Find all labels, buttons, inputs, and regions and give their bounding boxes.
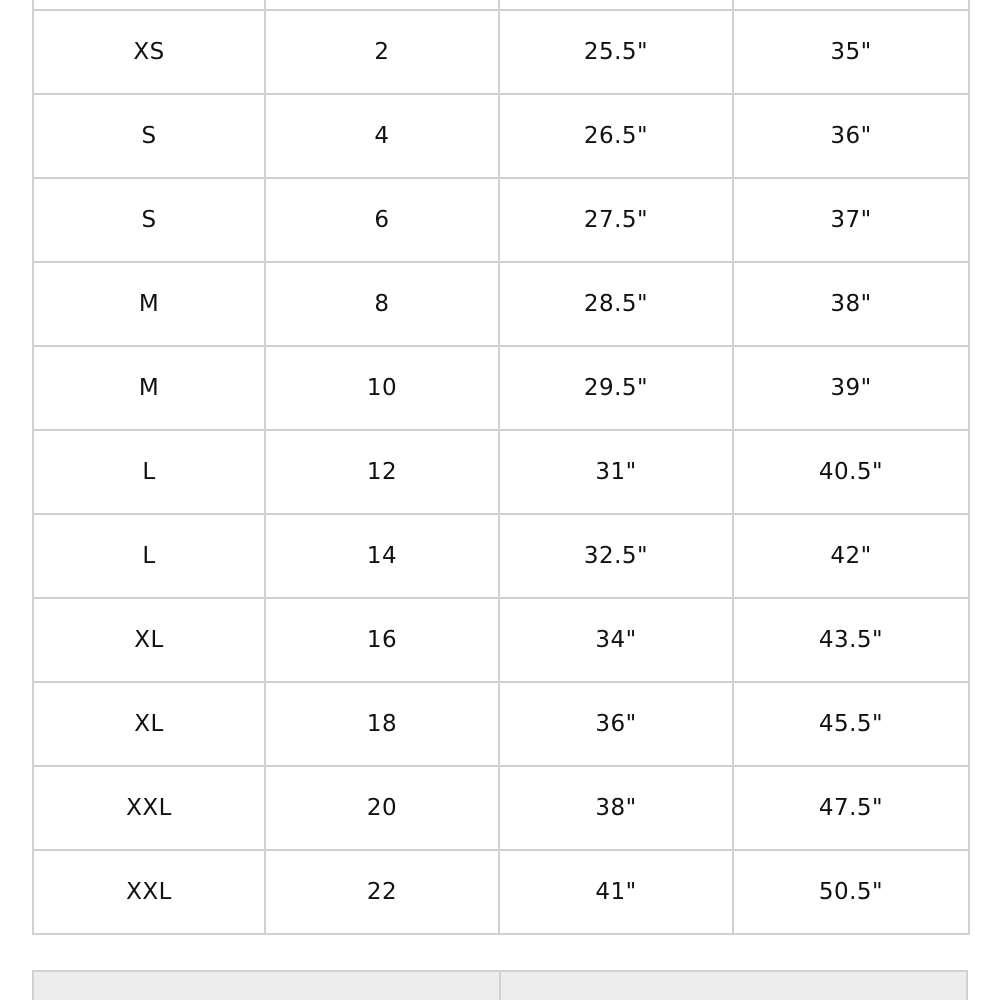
- size-cell: L: [33, 514, 265, 598]
- us-size-cell: 18: [265, 682, 499, 766]
- table-row: [33, 514, 969, 598]
- waist-cell: [499, 0, 733, 10]
- us-size-cell: 2: [265, 10, 499, 94]
- waist-cell: 38": [499, 766, 733, 850]
- us-size-cell: 22: [265, 850, 499, 934]
- size-cell: [33, 0, 265, 10]
- header-cell: [500, 971, 967, 1000]
- size-cell: XL: [33, 598, 265, 682]
- us-size-cell: 8: [265, 262, 499, 346]
- table-row: [33, 682, 969, 766]
- us-size-cell: 20: [265, 766, 499, 850]
- table-row: [33, 766, 969, 850]
- size-cell: S: [33, 178, 265, 262]
- table-row: [33, 430, 969, 514]
- hip-cell: 38": [733, 262, 969, 346]
- hip-cell: 45.5": [733, 682, 969, 766]
- table-row: [33, 262, 969, 346]
- size-cell: M: [33, 262, 265, 346]
- us-size-cell: 14: [265, 514, 499, 598]
- us-size-cell: 12: [265, 430, 499, 514]
- table-row: [33, 850, 969, 934]
- size-cell: L: [33, 430, 265, 514]
- waist-cell: 41": [499, 850, 733, 934]
- hip-cell: 36": [733, 94, 969, 178]
- hip-cell: 40.5": [733, 430, 969, 514]
- size-cell: M: [33, 346, 265, 430]
- header-cell: [33, 971, 500, 1000]
- size-cell: S: [33, 94, 265, 178]
- waist-cell: 27.5": [499, 178, 733, 262]
- us-size-cell: 10: [265, 346, 499, 430]
- hip-cell: 42": [733, 514, 969, 598]
- table-row: [33, 0, 969, 10]
- waist-cell: 36": [499, 682, 733, 766]
- waist-cell: 32.5": [499, 514, 733, 598]
- hip-cell: 35": [733, 10, 969, 94]
- waist-cell: 31": [499, 430, 733, 514]
- size-cell: XXL: [33, 850, 265, 934]
- hip-cell: 47.5": [733, 766, 969, 850]
- size-chart-table: [32, 0, 970, 935]
- table-row: [33, 10, 969, 94]
- waist-cell: 34": [499, 598, 733, 682]
- us-size-cell: [265, 0, 499, 10]
- table-row: [33, 94, 969, 178]
- hip-cell: 50.5": [733, 850, 969, 934]
- waist-cell: 28.5": [499, 262, 733, 346]
- table-row: [33, 598, 969, 682]
- hip-cell: 39": [733, 346, 969, 430]
- size-cell: XS: [33, 10, 265, 94]
- next-table-header: [32, 970, 968, 1000]
- size-cell: XXL: [33, 766, 265, 850]
- size-cell: XL: [33, 682, 265, 766]
- hip-cell: 43.5": [733, 598, 969, 682]
- table-row: [33, 346, 969, 430]
- table-row: [33, 971, 967, 1000]
- hip-cell: 37": [733, 178, 969, 262]
- hip-cell: [733, 0, 969, 10]
- table-row: [33, 178, 969, 262]
- us-size-cell: 16: [265, 598, 499, 682]
- waist-cell: 25.5": [499, 10, 733, 94]
- waist-cell: 29.5": [499, 346, 733, 430]
- us-size-cell: 4: [265, 94, 499, 178]
- us-size-cell: 6: [265, 178, 499, 262]
- waist-cell: 26.5": [499, 94, 733, 178]
